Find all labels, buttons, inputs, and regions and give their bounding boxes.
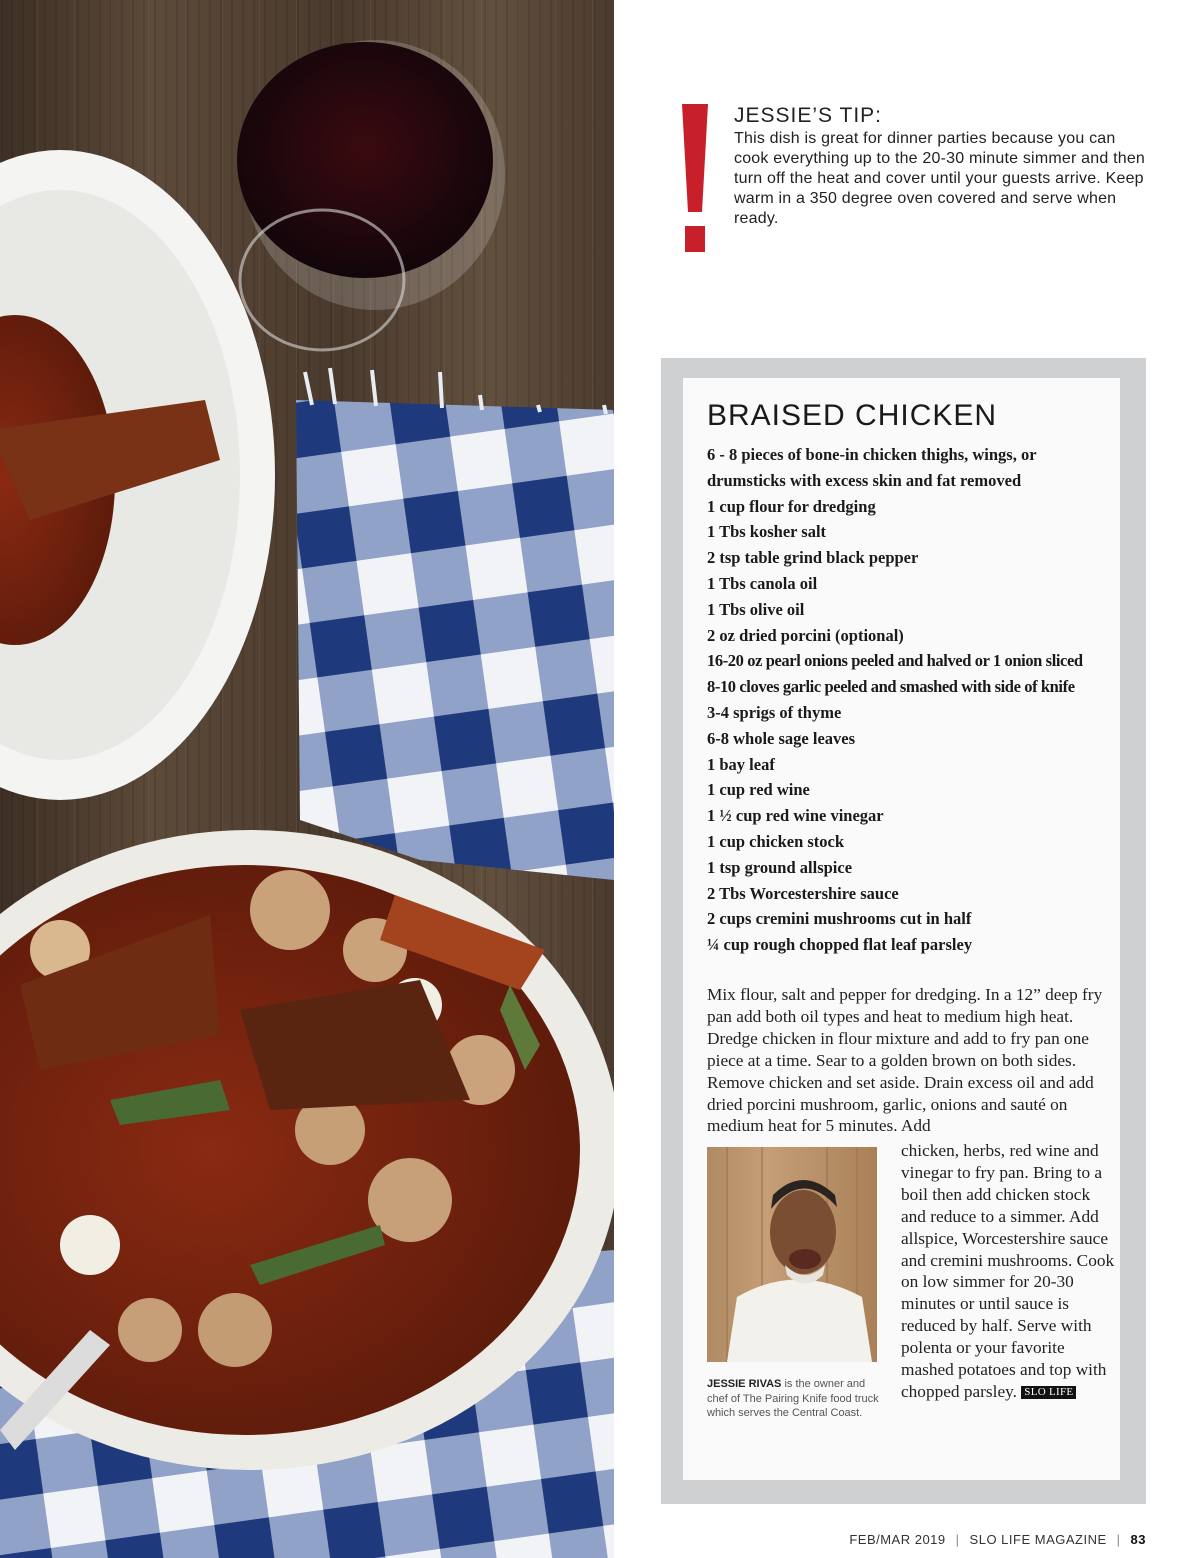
ingredient-item: 1 Tbs kosher salt	[707, 522, 827, 542]
chef-caption	[707, 1377, 882, 1421]
ingredient-item: 1 cup flour for dredging	[707, 496, 876, 516]
exclamation-icon	[680, 104, 710, 254]
slo-life-end-logo: SLO LIFE	[1021, 1386, 1076, 1399]
page-number: 83	[1130, 1532, 1146, 1547]
method-paragraph-continued	[901, 1140, 1116, 1403]
footer-separator: |	[1116, 1532, 1121, 1547]
ingredient-item: 1 Tbs canola oil	[707, 573, 818, 593]
ingredient-item: 1 cup red wine	[707, 780, 810, 800]
tip-heading: JESSIE’S TIP:	[734, 104, 882, 127]
ingredient-item: 1 Tbs olive oil	[707, 599, 805, 619]
ingredient-item: ¼ cup rough chopped flat leaf parsley	[707, 935, 973, 955]
chef-bio: is the owner and chef of The Pairing Knife food truck which serves the Central Coast.	[707, 1378, 879, 1419]
red-wine	[237, 42, 493, 278]
napkin-upper	[296, 400, 614, 880]
ingredient-item: 1 ½ cup red wine vinegar	[707, 806, 884, 826]
ingredient-item: 6 - 8 pieces of bone-in chicken thighs, wings, or drumsticks with excess skin and fat removed	[707, 445, 1037, 490]
ingredient-item: 2 Tbs Worcestershire sauce	[707, 883, 899, 903]
ingredient-item: 3-4 sprigs of thyme	[707, 702, 842, 722]
ingredient-item: 6-8 whole sage leaves	[707, 728, 856, 748]
method-paragraph: Mix flour, salt and pepper for dredging. In a 12” deep fry pan add both oil types and heat to medium high heat. Dredge chicken in flour mixture and add to fry pan one piece at a time. Sear to a golden brown on both sides. Remove chicken and set aside. Drain excess oil and add dried porcini mushroom, garlic, onions and sauté on medium heat for 5 minutes. Add	[707, 985, 1103, 1136]
recipe-title: BRAISED CHICKEN	[707, 399, 998, 432]
ingredient-item: 2 tsp table grind black pepper	[707, 548, 919, 568]
ingredient-item: 2 oz dried porcini (optional)	[707, 625, 904, 645]
method-text: chicken, herbs, red wine and vinegar to fry pan. Bring to a boil then add chicken stock and reduce to a simmer. Add allspice, Worcestershire sauce and cremini mushrooms. Cook on low simmer for 20-30 minutes or until sauce is reduced by half. Serve with polenta or your favorite mashed potatoes and top with chopped parsley.	[901, 1141, 1115, 1401]
ingredient-item: 1 bay leaf	[707, 754, 775, 774]
chef-photo	[707, 1147, 877, 1362]
footer-separator: |	[955, 1532, 960, 1547]
page-footer	[849, 1532, 1146, 1547]
ingredient-item: 1 tsp ground allspice	[707, 857, 853, 877]
ingredient-list	[707, 442, 1112, 958]
ingredient-item: 16-20 oz pearl onions peeled and halved or 1 onion sliced	[707, 651, 1083, 671]
tip-body: This dish is great for dinner parties because you can cook everything up to the 20-30 minute simmer and then turn off the heat and cover until your guests arrive. Keep warm in a 350 degree oven covered and serve when ready.	[734, 130, 1146, 227]
ingredient-item: 8-10 cloves garlic peeled and smashed with side of knife	[707, 677, 1075, 697]
magazine-name: SLO LIFE MAGAZINE	[969, 1532, 1107, 1547]
ingredient-item: 2 cups cremini mushrooms cut in half	[707, 909, 972, 929]
issue-date: FEB/MAR 2019	[849, 1532, 946, 1547]
chef-name: JESSIE RIVAS	[707, 1378, 782, 1390]
ingredient-item: 1 cup chicken stock	[707, 831, 845, 851]
chef-portrait	[707, 1147, 877, 1362]
